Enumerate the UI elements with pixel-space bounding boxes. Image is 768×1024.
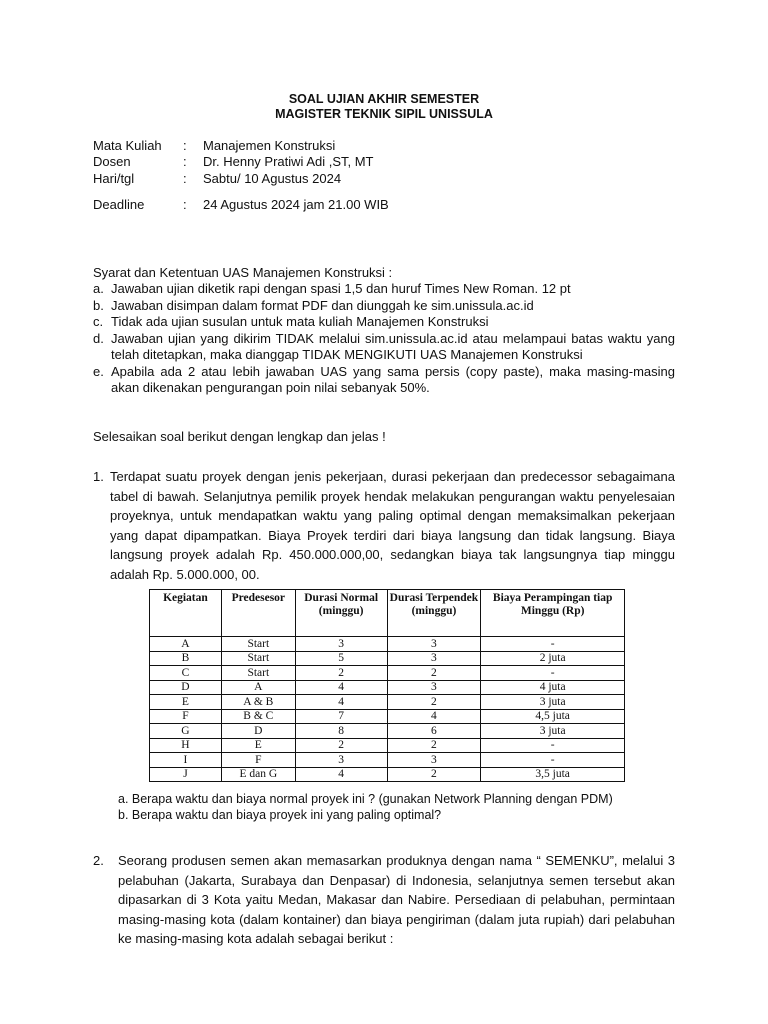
info-separator: : — [183, 197, 187, 212]
table-row — [150, 753, 625, 768]
activity-table — [149, 589, 625, 782]
table-cell: 4 juta — [481, 680, 625, 695]
list-marker: d. — [93, 330, 104, 346]
table-cell: 3 — [387, 651, 481, 666]
table-cell: A — [150, 637, 222, 652]
table-row — [150, 695, 625, 710]
table-cell: 4 — [295, 767, 387, 782]
table-cell: - — [481, 738, 625, 753]
table-cell: Start — [221, 637, 295, 652]
table-cell: F — [221, 753, 295, 768]
terms-heading: Syarat dan Ketentuan UAS Manajemen Konstruksi : — [93, 265, 393, 280]
table-cell: F — [150, 709, 222, 724]
terms-list — [93, 281, 675, 397]
info-value: Sabtu/ 10 Agustus 2024 — [203, 171, 342, 186]
table-cell: C — [150, 666, 222, 681]
table-row — [150, 637, 625, 652]
table-cell: D — [221, 724, 295, 739]
info-row-course — [93, 138, 335, 153]
table-cell: 5 — [295, 651, 387, 666]
list-item — [93, 314, 675, 331]
table-cell: Start — [221, 651, 295, 666]
instruction: Selesaikan soal berikut dengan lengkap dan jelas ! — [93, 429, 386, 444]
table-cell: 4,5 juta — [481, 709, 625, 724]
table-cell: 3 — [387, 753, 481, 768]
table-cell: - — [481, 753, 625, 768]
table-cell: 2 — [387, 767, 481, 782]
question-number: 1. — [93, 469, 104, 484]
table-cell: B — [150, 651, 222, 666]
table-cell: 2 — [295, 666, 387, 681]
table-cell: 3 — [295, 637, 387, 652]
question-2 — [93, 851, 675, 949]
table-cell: 6 — [387, 724, 481, 739]
table-cell: 3 — [387, 680, 481, 695]
info-label: Mata Kuliah — [93, 138, 162, 153]
table-row — [150, 767, 625, 782]
info-separator: : — [183, 154, 187, 169]
info-row-date — [93, 171, 341, 186]
table-cell: 4 — [295, 680, 387, 695]
table-cell: D — [150, 680, 222, 695]
table-cell: 4 — [295, 695, 387, 710]
table-cell: 4 — [387, 709, 481, 724]
info-value: Dr. Henny Pratiwi Adi ,ST, MT — [203, 154, 374, 169]
table-header-row — [150, 590, 625, 637]
sub-question-a: a. Berapa waktu dan biaya normal proyek ini ? (gunakan Network Planning dengan PDM) — [118, 792, 613, 806]
table-cell: 2 juta — [481, 651, 625, 666]
table-cell: A & B — [221, 695, 295, 710]
sub-question-b: b. Berapa waktu dan biaya proyek ini yang paling optimal? — [118, 808, 442, 822]
table-row — [150, 680, 625, 695]
info-value: Manajemen Konstruksi — [203, 138, 336, 153]
table-header: Durasi Terpendek (minggu) — [387, 590, 481, 637]
list-marker: e. — [93, 363, 104, 379]
info-row-lecturer — [93, 154, 374, 169]
table-cell: 2 — [387, 695, 481, 710]
table-cell: 2 — [387, 738, 481, 753]
list-text: Jawaban ujian yang dikirim TIDAK melalui sim.unissula.ac.id atau melampaui batas waktu yang telah ditetapkan, maka dianggap TIDAK MENGIKUTI UAS Manajemen Konstruksi — [111, 330, 675, 362]
info-label: Dosen — [93, 154, 131, 169]
table-cell: B & C — [221, 709, 295, 724]
info-label: Deadline — [93, 197, 145, 212]
list-item — [93, 364, 675, 397]
list-text: Jawaban ujian diketik rapi dengan spasi 1,5 dan huruf Times New Roman. 12 pt — [111, 281, 571, 296]
list-text: Jawaban disimpan dalam format PDF dan diunggah ke sim.unissula.ac.id — [111, 297, 534, 313]
question-1 — [93, 467, 675, 584]
info-separator: : — [183, 138, 187, 153]
info-value: 24 Agustus 2024 jam 21.00 WIB — [203, 197, 389, 212]
table-cell: 2 — [295, 738, 387, 753]
table-cell: E — [150, 695, 222, 710]
table-cell: 2 — [387, 666, 481, 681]
list-item — [93, 281, 675, 298]
list-marker: a. — [93, 281, 104, 296]
table-row — [150, 724, 625, 739]
table-cell: 7 — [295, 709, 387, 724]
list-item — [93, 331, 675, 364]
table-cell: 8 — [295, 724, 387, 739]
table-cell: 3 juta — [481, 724, 625, 739]
list-marker: b. — [93, 297, 104, 313]
table-cell: E — [221, 738, 295, 753]
table-cell: 3 — [387, 637, 481, 652]
table-row — [150, 738, 625, 753]
table-cell: I — [150, 753, 222, 768]
info-separator: : — [183, 171, 187, 186]
table-row — [150, 651, 625, 666]
table-header: Durasi Normal (minggu) — [295, 590, 387, 637]
table-cell: H — [150, 738, 222, 753]
table-cell: 3 juta — [481, 695, 625, 710]
list-text: Apabila ada 2 atau lebih jawaban UAS yang sama persis (copy paste), maka masing-masing akan dikenakan pengurangan poin nilai sebanyak 50%. — [111, 363, 675, 395]
table-header: Biaya Perampingan tiap Minggu (Rp) — [481, 590, 625, 637]
table-cell: E dan G — [221, 767, 295, 782]
info-label: Hari/tgl — [93, 171, 135, 186]
question-text: Seorang produsen semen akan memasarkan produknya dengan nama “ SEMENKU”, melalui 3 pelabuhan (Jakarta, Surabaya dan Denpasar) di Indonesia, selanjutnya semen tersebut akan dipasarkan di 3 Kota yaitu Medan, Makasar dan Nabire. Persediaan di pelabuhan, permintaan masing-masing kota (dalam kontainer) dan biaya pengiriman (dalam juta rupiah) dari pelabuhan ke masing-masing kota adalah sebagai berikut : — [118, 853, 675, 946]
table-row — [150, 709, 625, 724]
table-cell: Start — [221, 666, 295, 681]
list-text: Tidak ada ujian susulan untuk mata kuliah Manajemen Konstruksi — [111, 314, 489, 329]
table-row — [150, 666, 625, 681]
list-item — [93, 298, 675, 315]
table-cell: A — [221, 680, 295, 695]
table-cell: - — [481, 637, 625, 652]
question-text: Terdapat suatu proyek dengan jenis pekerjaan, durasi pekerjaan dan predecessor sebagaimana tabel di bawah. Selanjutnya pemilik proyek hendak melakukan pengurangan waktu penyelesaian proyeknya, untuk mendapatkan waktu yang paling optimal dengan memaksimalkan pekerjaan yang dapat dipampatkan. Biaya Proyek terdiri dari biaya langsung dan tidak langsung. Biaya langsung proyek adalah Rp. 450.000.000,00, sedangkan biaya tak langsungnya tiap minggu adalah Rp. 5.000.000, 00. — [110, 469, 675, 582]
table-header: Predesesor — [221, 590, 295, 637]
table-cell: 3 — [295, 753, 387, 768]
table-cell: J — [150, 767, 222, 782]
table-cell: - — [481, 666, 625, 681]
info-row-deadline — [93, 197, 389, 212]
table-cell: 3,5 juta — [481, 767, 625, 782]
list-marker: c. — [93, 314, 104, 329]
table-header: Kegiatan — [150, 590, 222, 637]
table-cell: G — [150, 724, 222, 739]
exam-title: SOAL UJIAN AKHIR SEMESTER — [288, 92, 480, 106]
question-number: 2. — [93, 853, 104, 868]
exam-subtitle: MAGISTER TEKNIK SIPIL UNISSULA — [275, 107, 493, 121]
